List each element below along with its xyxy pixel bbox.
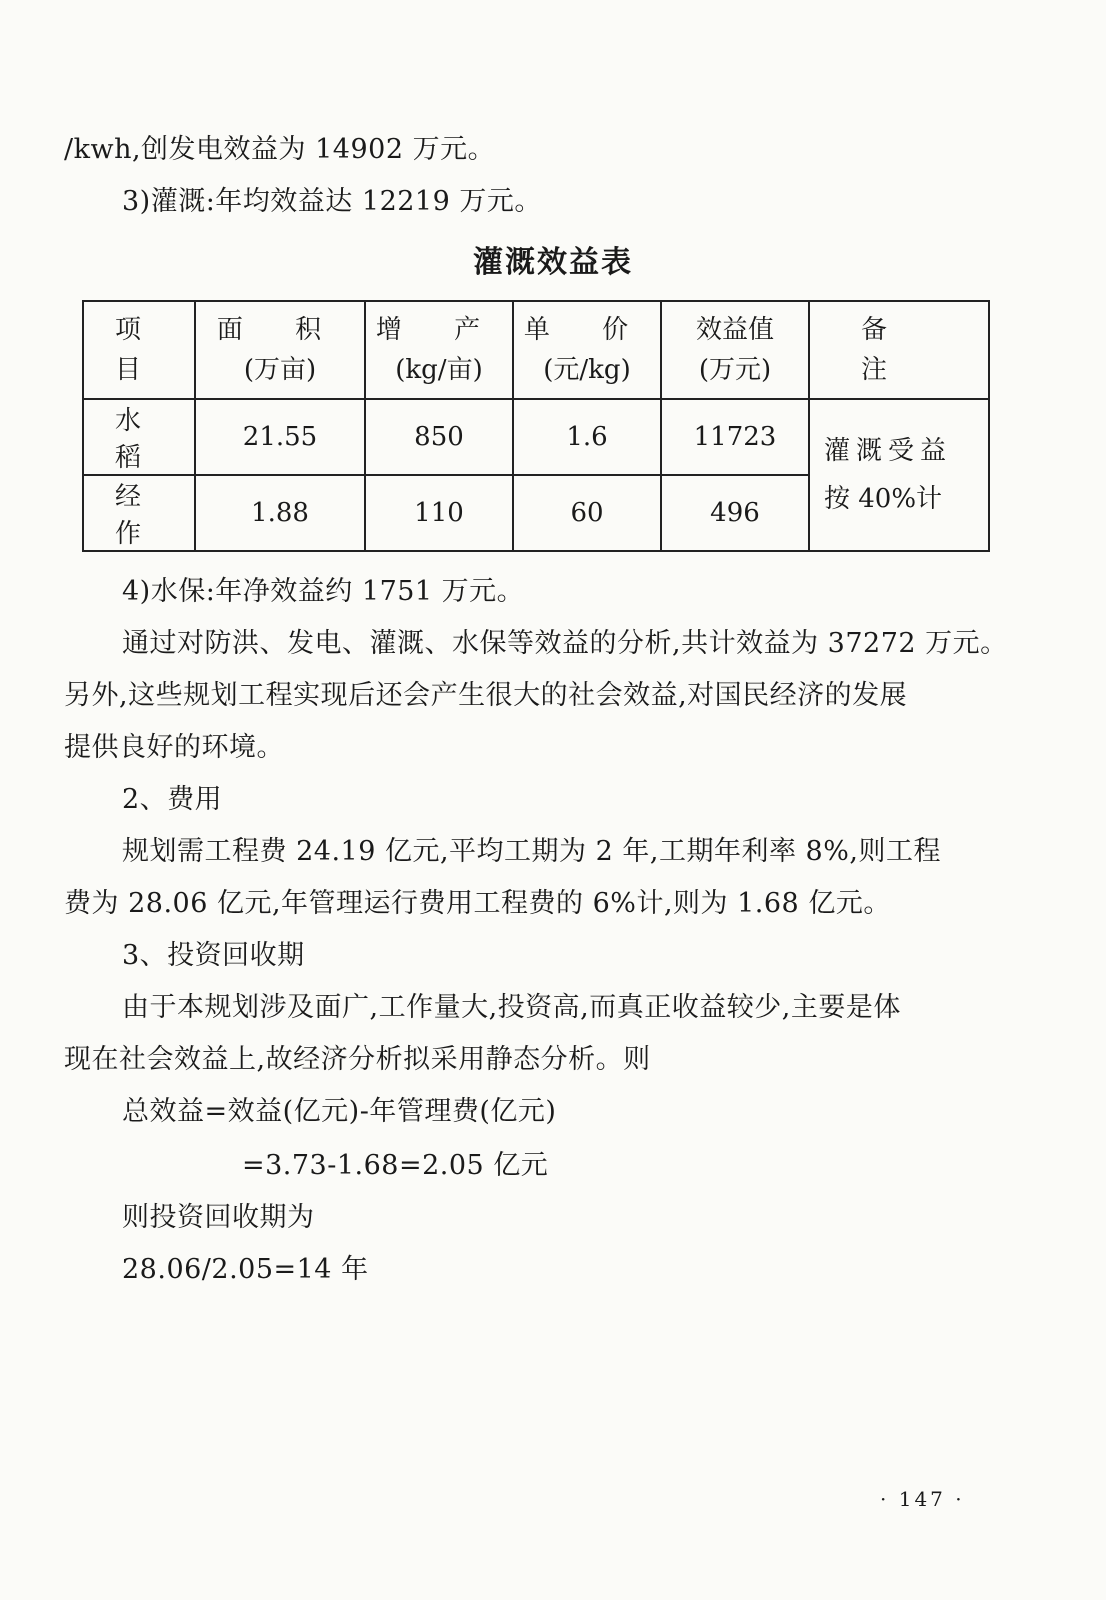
formula-total-benefit-value: =3.73-1.68=2.05 亿元 — [242, 1150, 549, 1181]
paragraph-analysis-line1: 由于本规划涉及面广,工作量大,投资高,而真正收益较少,主要是体 — [122, 992, 901, 1023]
cell-benefit: 496 — [661, 475, 809, 551]
paragraph-irrigation-benefit: 3)灌溉:年均效益达 12219 万元。 — [122, 186, 542, 217]
cell-area: 1.88 — [195, 475, 365, 551]
cell-remark: 灌溉受益 按 40%计 — [809, 399, 989, 551]
header-remark: 备 注 — [809, 301, 989, 399]
header-yield: 增 产 (kg/亩) — [365, 301, 513, 399]
table-row — [83, 399, 989, 475]
paragraph-payback-intro: 则投资回收期为 — [122, 1202, 315, 1233]
cell-price: 1.6 — [513, 399, 661, 475]
cell-yield: 110 — [365, 475, 513, 551]
cell-price: 60 — [513, 475, 661, 551]
paragraph-summary-line2: 另外,这些规划工程实现后还会产生很大的社会效益,对国民经济的发展 — [64, 680, 908, 711]
paragraph-power-benefit: /kwh,创发电效益为 14902 万元。 — [64, 134, 496, 165]
cell-benefit: 11723 — [661, 399, 809, 475]
paragraph-analysis-line2: 现在社会效益上,故经济分析拟采用静态分析。则 — [64, 1044, 651, 1075]
formula-total-benefit: 总效益=效益(亿元)-年管理费(亿元) — [122, 1096, 557, 1127]
cell-area: 21.55 — [195, 399, 365, 475]
formula-payback-period: 28.06/2.05=14 年 — [122, 1254, 369, 1285]
paragraph-cost-line1: 规划需工程费 24.19 亿元,平均工期为 2 年,工期年利率 8%,则工程 — [122, 836, 941, 867]
cell-item: 水 稻 — [83, 399, 195, 475]
table-title: 灌溉效益表 — [473, 245, 633, 280]
header-benefit: 效益值 (万元) — [661, 301, 809, 399]
cell-yield: 850 — [365, 399, 513, 475]
cell-item: 经 作 — [83, 475, 195, 551]
section-heading-cost: 2、费用 — [122, 784, 223, 815]
section-heading-payback: 3、投资回收期 — [122, 940, 305, 971]
paragraph-summary-line3: 提供良好的环境。 — [64, 732, 284, 763]
paragraph-summary-line1: 通过对防洪、发电、灌溉、水保等效益的分析,共计效益为 37272 万元。 — [122, 628, 1008, 659]
page-number: · 147 · — [880, 1487, 965, 1511]
header-price: 单 价 (元/kg) — [513, 301, 661, 399]
header-item: 项 目 — [83, 301, 195, 399]
irrigation-benefit-table — [82, 300, 990, 552]
paragraph-cost-line2: 费为 28.06 亿元,年管理运行费用工程费的 6%计,则为 1.68 亿元。 — [64, 888, 891, 919]
header-area: 面 积 (万亩) — [195, 301, 365, 399]
table-header-row — [83, 301, 989, 399]
paragraph-water-conservation: 4)水保:年净效益约 1751 万元。 — [122, 576, 525, 607]
